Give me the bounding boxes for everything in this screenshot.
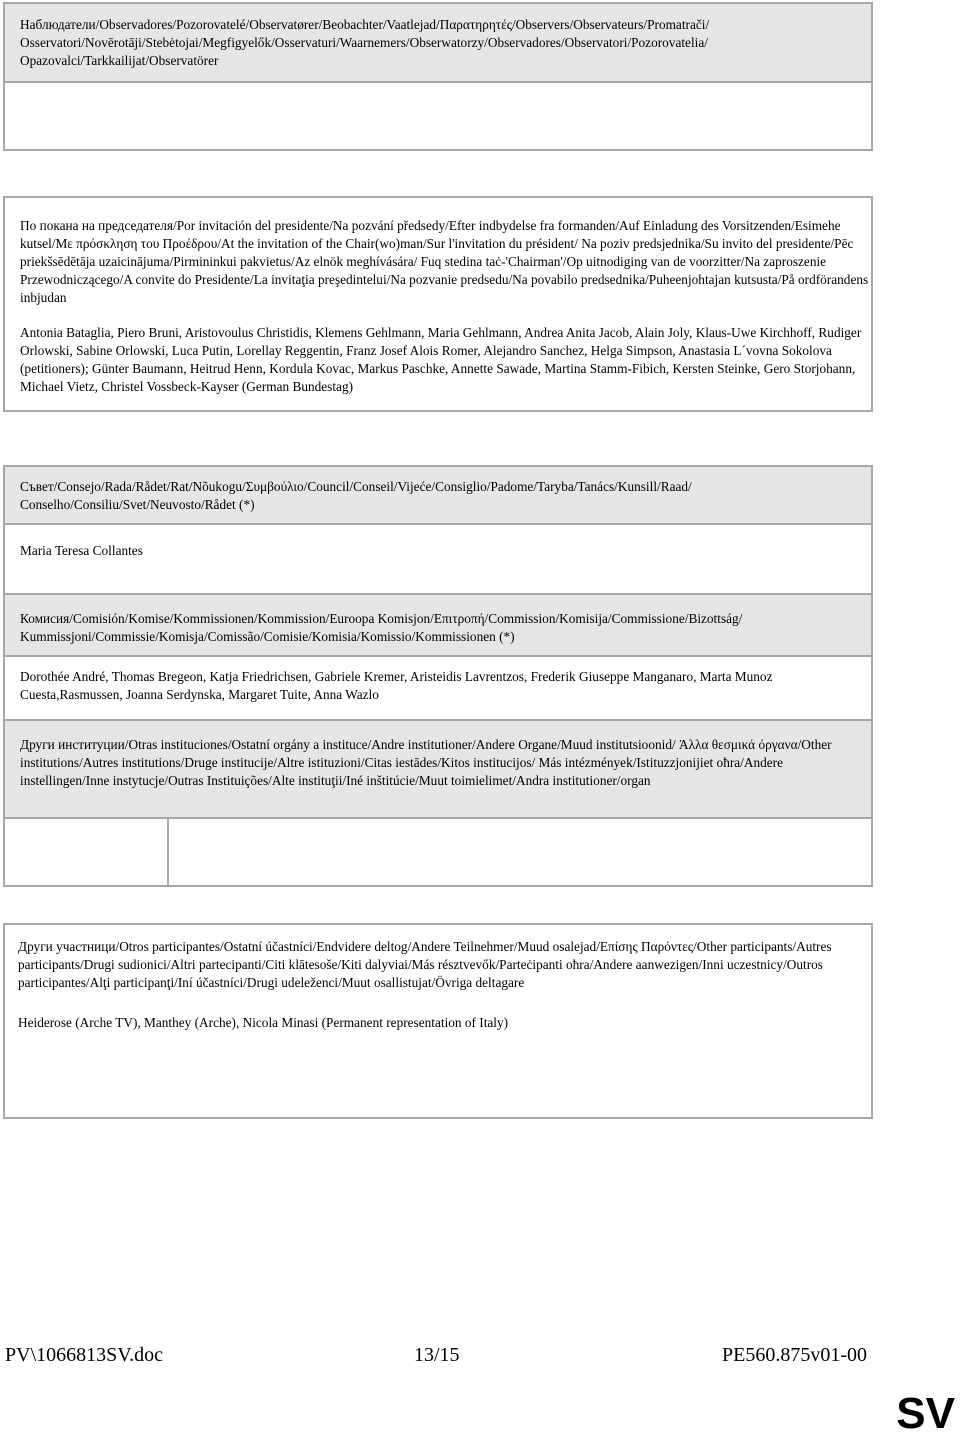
- other-institutions-heading-row: [5, 719, 871, 817]
- commission-names-row: [5, 655, 871, 719]
- footer-page-number: 13/15: [414, 1344, 460, 1366]
- observers-heading-row: [5, 4, 871, 81]
- other-participants-heading-row: [5, 925, 871, 1004]
- other-institutions-heading: Други институции/Otras instituciones/Ostatní orgány a instituce/Andre institutioner/Andere Organe/Muud institutsioonid/ Άλλα θεσμικά όργανα/Other institutions/Autres institutions/Druge institucije/Altre istituzioni/Citas iestādes/Kitos institucijos/ Más intézmények/Istituzzjonijiet oħra/Andere instellingen/Inne instytucje/Outras Instituições/Alte instituţii/Iné inštitúcie/Muut toimielimet/Andra institutioner/organ: [20, 737, 832, 788]
- invitation-section: [3, 196, 873, 412]
- invitation-heading: По покана на председателя/Por invitación del presidente/Na pozvání předsedy/Efter indbydelse fra formanden/Auf Einladung des Vorsitzenden/Esimehe kutsel/Με πρόσκληση του Προέδρου/At the invitation of the Chair(wo)man/Sur l'invitation du président/ Na poziv predsjednika/Su invito del presidente/Pēc priekšsēdētāja uzaicinājuma/Pirmininkui pakvietus/Az elnök meghívására/ Fuq stedina taċ-'Chairman'/Op uitnodiging van de voorzitter/Na zaproszenie Przewodniczącego/A convite do Presidente/La invitaţia preşedintelui/Na pozvanie predsedu/Na povabilo predsednika/Puheenjohtajan kutsusta/På ordförandens inbjudan: [20, 218, 869, 305]
- institutions-section: [3, 465, 873, 887]
- other-participants-heading: Други участници/Otros participantes/Ostatní účastníci/Endvidere deltog/Andere Teilnehmer/Muud osalejad/Επίσης Παρόντες/Other participants/Autres participants/Drugi sudionici/Altri partecipanti/Citi klātesoše/Kiti dalyviai/Más résztvevők/Parteċipanti oħra/Andere aanwezigen/Inni uczestnicy/Outros participantes/Alţi participanţi/Iní účastníci/Drugi udeleženci/Muut osallistujat/Övriga deltagare: [18, 939, 832, 990]
- footer-language-code: SV: [896, 1389, 955, 1438]
- commission-heading-row: [5, 593, 871, 655]
- other-participants-names: Heiderose (Arche TV), Manthey (Arche), Nicola Minasi (Permanent representation of Italy): [18, 1015, 509, 1030]
- council-names: Maria Teresa Collantes: [20, 543, 143, 558]
- observers-heading: Наблюдатели/Observadores/Pozorovatelé/Observatører/Beobachter/Vaatlejad/Παρατηρητές/Observers/Observateurs/Promatrači/ Osservatori/Novērotāji/Stebėtojai/Megfigyelők/Osservaturi/Waarnemers/Obserwatorzy/Observadores/Observatori/Pozorovatelia/ Opazovalci/Tarkkailijat/Observatörer: [20, 17, 710, 68]
- other-participants-names-row: [5, 1004, 871, 1032]
- other-institutions-divider: [167, 819, 169, 885]
- footer-pe-ref: PE560.875v01-00: [722, 1344, 867, 1366]
- observers-names-row: [5, 81, 871, 149]
- other-participants-section: [3, 923, 873, 1119]
- council-heading: Съвет/Consejo/Rada/Rådet/Rat/Nõukogu/Συμβούλιο/Council/Conseil/Vijeće/Consiglio/Padome/Taryba/Tanács/Kunsill/Raad/ Conselho/Consiliu/Svet/Neuvosto/Rådet (*): [20, 479, 692, 512]
- council-names-row: [5, 523, 871, 593]
- invitation-names: Antonia Bataglia, Piero Bruni, Aristovoulus Christidis, Klemens Gehlmann, Maria Gehlmann, Andrea Anita Jacob, Alain Joly, Klaus-Uwe Kirchhoff, Rudiger Orlowski, Sabine Orlowski, Luca Putin, Lorellay Reggentin, Franz Josef Alois Romer, Alejandro Sanchez, Helga Simpson, Anastasia L´vovna Sokolova (petitioners); Günter Baumann, Heitrud Henn, Kordula Kovac, Markus Paschke, Annette Sawade, Martina Stamm-Fibich, Kersten Steinke, Gero Storjohann, Michael Vietz, Christel Vossbeck-Kayser (German Bundestag): [20, 325, 862, 394]
- invitation-heading-row: [5, 198, 871, 312]
- invitation-names-row: [5, 312, 871, 396]
- council-heading-row: [5, 467, 871, 523]
- observers-section: [3, 2, 873, 151]
- other-institutions-names-row: [5, 817, 871, 885]
- commission-heading: Комисия/Comisión/Komise/Kommissionen/Kommission/Euroopa Komisjon/Επιτροπή/Commission/Komisija/Commissione/Bizottság/ Kummissjoni/Commissie/Komisja/Comissão/Comisie/Komisia/Komissio/Kommissionen (*): [20, 611, 743, 644]
- footer-doc-ref: PV\1066813SV.doc: [5, 1344, 163, 1366]
- commission-names: Dorothée André, Thomas Bregeon, Katja Friedrichsen, Gabriele Kremer, Aristeidis Lavrentzos, Frederik Giuseppe Manganaro, Marta Munoz Cuesta,Rasmussen, Joanna Serdynska, Margaret Tuite, Anna Wazlo: [20, 669, 773, 702]
